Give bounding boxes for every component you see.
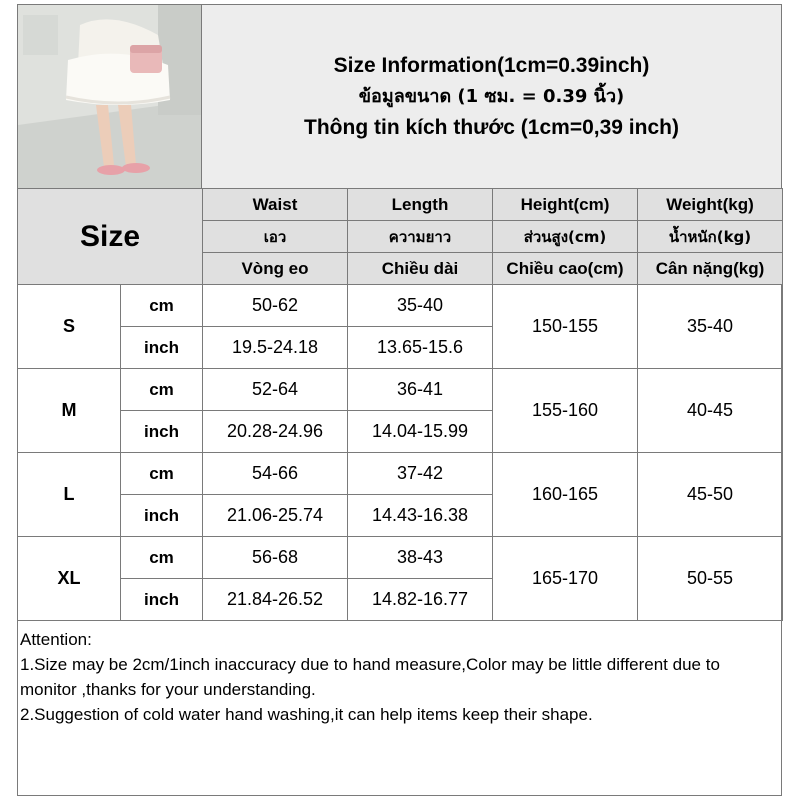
table-row <box>18 453 783 495</box>
height-cell: 150-155 <box>493 285 638 369</box>
title-vietnamese: Thông tin kích thước (1cm=0,39 inch) <box>304 116 679 139</box>
title-english: Size Information(1cm=0.39inch) <box>333 54 650 77</box>
weight-cell: 50-55 <box>638 537 783 621</box>
column-header-height-vi: Chiều cao(cm) <box>493 253 638 285</box>
attention-notes <box>18 627 780 727</box>
unit-label: inch <box>121 411 203 453</box>
unit-label: cm <box>121 369 203 411</box>
length-cm-cell: 37-42 <box>348 453 493 495</box>
column-header-length-vi: Chiều dài <box>348 253 493 285</box>
height-cell: 165-170 <box>493 537 638 621</box>
waist-inch-cell: 19.5-24.18 <box>203 327 348 369</box>
column-header-waist-vi: Vòng eo <box>203 253 348 285</box>
notes-heading: Attention: <box>20 630 92 649</box>
waist-cm-cell: 54-66 <box>203 453 348 495</box>
column-header-weight-thai: น้ำหนัก(kg) <box>638 221 783 253</box>
size-label: M <box>18 369 121 453</box>
column-header-length: Length <box>348 189 493 221</box>
column-header-length-thai: ความยาว <box>348 221 493 253</box>
length-inch-cell: 14.04-15.99 <box>348 411 493 453</box>
size-table <box>17 188 783 621</box>
note-line-1: 1.Size may be 2cm/1inch inaccuracy due to hand measure,Color may be little different due to monitor ,thanks for your understanding. <box>20 655 720 699</box>
waist-inch-cell: 21.06-25.74 <box>203 495 348 537</box>
unit-label: cm <box>121 453 203 495</box>
length-cm-cell: 36-41 <box>348 369 493 411</box>
size-label: L <box>18 453 121 537</box>
weight-cell: 35-40 <box>638 285 783 369</box>
waist-cm-cell: 52-64 <box>203 369 348 411</box>
length-inch-cell: 13.65-15.6 <box>348 327 493 369</box>
header-row-english <box>18 189 783 221</box>
size-header: Size <box>18 189 203 285</box>
unit-label: inch <box>121 327 203 369</box>
height-cell: 160-165 <box>493 453 638 537</box>
table-row <box>18 537 783 579</box>
column-header-height-thai: ส่วนสูง(cm) <box>493 221 638 253</box>
title-thai: ข้อมูลขนาด (1 ซม. = 0.39 นิ้ว) <box>358 86 625 107</box>
waist-inch-cell: 21.84-26.52 <box>203 579 348 621</box>
table-row <box>18 369 783 411</box>
unit-label: inch <box>121 579 203 621</box>
waist-inch-cell: 20.28-24.96 <box>203 411 348 453</box>
height-cell: 155-160 <box>493 369 638 453</box>
unit-label: cm <box>121 537 203 579</box>
size-label: XL <box>18 537 121 621</box>
column-header-height: Height(cm) <box>493 189 638 221</box>
weight-cell: 40-45 <box>638 369 783 453</box>
length-inch-cell: 14.43-16.38 <box>348 495 493 537</box>
length-cm-cell: 38-43 <box>348 537 493 579</box>
column-header-waist-thai: เอว <box>203 221 348 253</box>
length-cm-cell: 35-40 <box>348 285 493 327</box>
column-header-weight-vi: Cân nặng(kg) <box>638 253 783 285</box>
unit-label: inch <box>121 495 203 537</box>
product-photo <box>18 5 202 189</box>
column-header-weight: Weight(kg) <box>638 189 783 221</box>
weight-cell: 45-50 <box>638 453 783 537</box>
waist-cm-cell: 50-62 <box>203 285 348 327</box>
title-box <box>202 5 781 189</box>
note-line-2: 2.Suggestion of cold water hand washing,it can help items keep their shape. <box>20 705 593 724</box>
waist-cm-cell: 56-68 <box>203 537 348 579</box>
table-row <box>18 285 783 327</box>
length-inch-cell: 14.82-16.77 <box>348 579 493 621</box>
product-photo-illustration <box>18 5 201 188</box>
unit-label: cm <box>121 285 203 327</box>
size-label: S <box>18 285 121 369</box>
column-header-waist: Waist <box>203 189 348 221</box>
